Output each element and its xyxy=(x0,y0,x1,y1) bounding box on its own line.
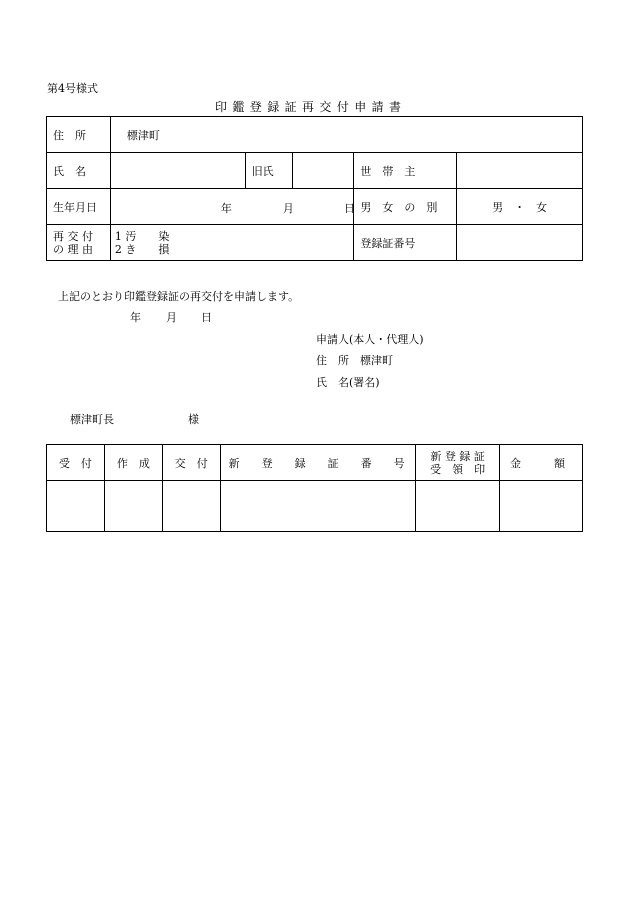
cert-no-label: 登録証番号 xyxy=(360,236,416,250)
address-value: 標津町 xyxy=(126,128,160,142)
header-receipt-seal-label: 受 領 印 xyxy=(430,462,486,476)
applicant-name: 氏 名(署名) xyxy=(316,376,380,389)
date-day: 日 xyxy=(201,311,212,324)
cert-no-label-cell xyxy=(354,225,457,261)
household-head-label-cell xyxy=(354,153,457,189)
reason-label-cell xyxy=(47,225,111,261)
applicant-address: 住 所 標津町 xyxy=(316,354,393,367)
name-field[interactable] xyxy=(110,153,245,189)
reason-damage: 2 き 損 xyxy=(114,242,170,256)
cert-no-field[interactable] xyxy=(457,225,583,261)
header-issuance xyxy=(162,445,220,481)
gender-options-cell[interactable] xyxy=(457,189,583,225)
old-name-label-cell xyxy=(245,153,292,189)
page-title: 印鑑登録証再交付申請書 xyxy=(215,100,407,114)
dob-day-label: 日 xyxy=(343,201,355,215)
header-reception xyxy=(47,445,105,481)
header-creation-label: 作 成 xyxy=(116,456,150,470)
address-label-cell xyxy=(47,117,111,153)
dob-field[interactable] xyxy=(110,189,353,225)
header-creation xyxy=(104,445,162,481)
old-name-label: 旧氏 xyxy=(251,164,274,178)
dob-month-label: 月 xyxy=(282,201,294,215)
header-new-cert-number xyxy=(220,445,416,481)
dob-year-label: 年 xyxy=(220,201,232,215)
gender-label: 男 女 の 別 xyxy=(360,200,438,214)
header-amount-label: 金 額 xyxy=(510,456,566,470)
name-label-cell xyxy=(47,153,111,189)
dob-label-cell xyxy=(47,189,111,225)
header-new-cert-label: 新 登 録 証 xyxy=(430,449,485,463)
new-cert-number-field[interactable] xyxy=(220,481,416,532)
issuance-field[interactable] xyxy=(162,481,220,532)
form-number: 第4号様式 xyxy=(47,82,98,95)
old-name-field[interactable] xyxy=(292,153,354,189)
addressee-name: 標津町長 xyxy=(70,413,114,426)
dob-label: 生年月日 xyxy=(53,200,97,214)
gender-label-cell xyxy=(354,189,457,225)
reason-label-line2: の 理 由 xyxy=(53,242,93,256)
reason-label-line1: 再 交 付 xyxy=(53,229,93,243)
reason-contamination: 1 汚 染 xyxy=(114,229,170,243)
receipt-seal-field[interactable] xyxy=(416,481,500,532)
date-month: 月 xyxy=(166,311,177,324)
office-use-table xyxy=(46,444,583,532)
application-statement: 上記のとおり印鑑登録証の再交付を申請します。 xyxy=(58,290,300,303)
header-issuance-label: 交 付 xyxy=(174,456,208,470)
header-new-cert-number-label: 新 登 録 証 番 号 xyxy=(228,456,405,470)
name-label: 氏 名 xyxy=(53,164,86,178)
household-head-field[interactable] xyxy=(457,153,583,189)
application-table xyxy=(46,116,583,261)
header-reception-label: 受 付 xyxy=(58,456,92,470)
header-new-cert-receipt xyxy=(416,445,500,481)
header-amount xyxy=(500,445,583,481)
reception-field[interactable] xyxy=(47,481,105,532)
address-value-cell[interactable] xyxy=(110,117,582,153)
address-label: 住 所 xyxy=(53,128,86,142)
amount-field[interactable] xyxy=(500,481,583,532)
applicant-label: 申請人(本人・代理人) xyxy=(316,333,424,346)
creation-field[interactable] xyxy=(104,481,162,532)
addressee-honorific: 様 xyxy=(188,413,199,426)
household-head-label: 世 帯 主 xyxy=(360,164,416,178)
date-year: 年 xyxy=(130,311,141,324)
gender-options: 男 ・ 女 xyxy=(492,200,548,214)
reason-options-cell[interactable] xyxy=(110,225,353,261)
